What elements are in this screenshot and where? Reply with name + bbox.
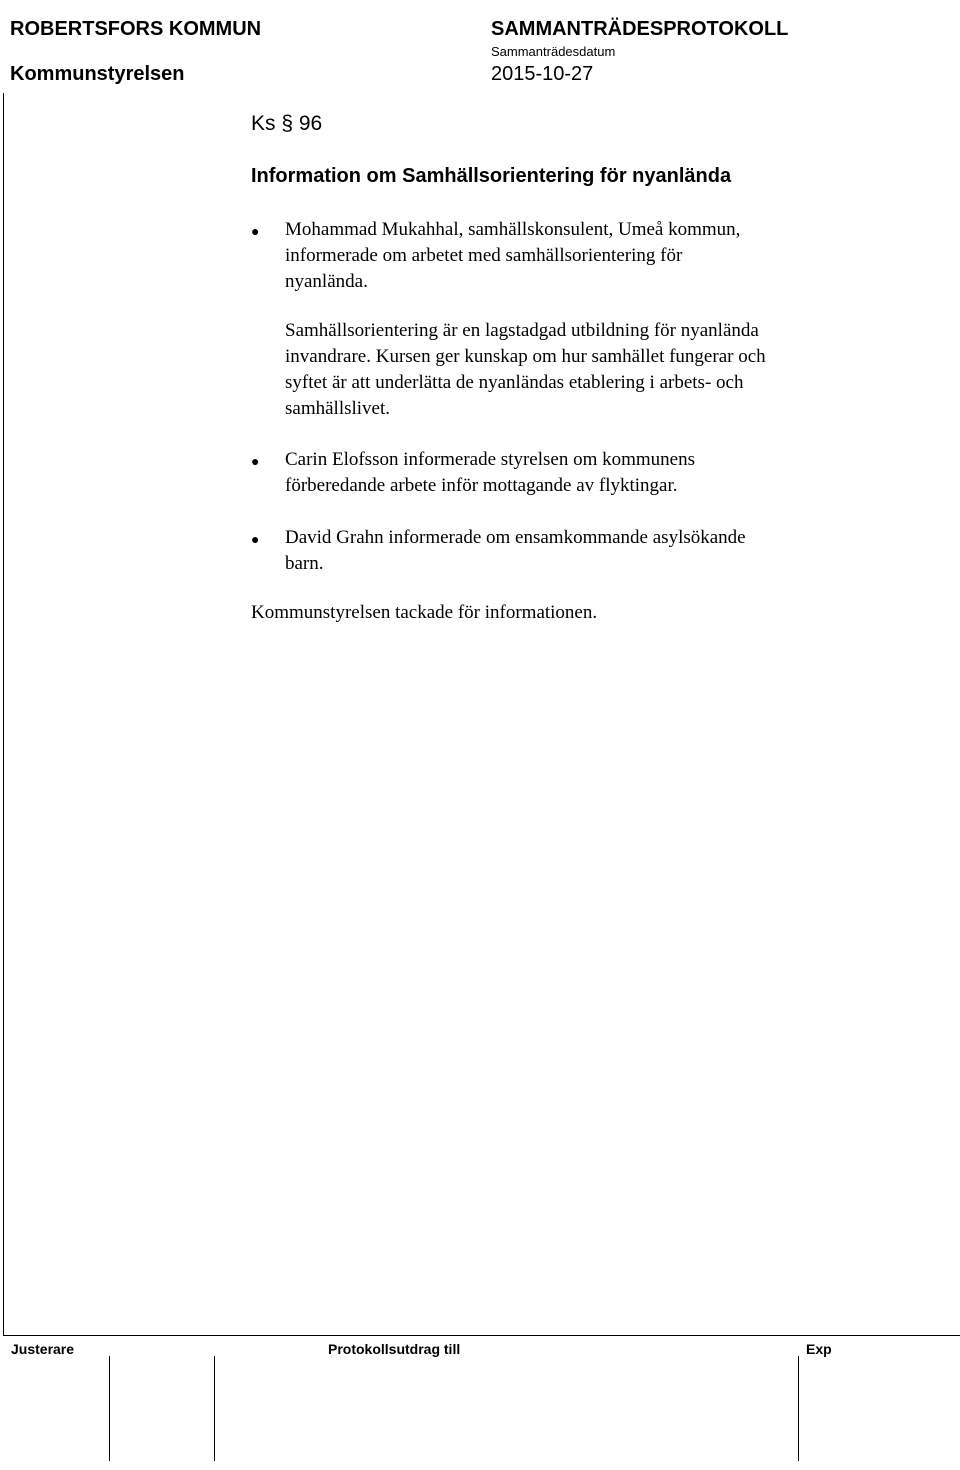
conclusion-text: Kommunstyrelsen tackade för informationen. — [251, 602, 598, 623]
bullet-icon: ● — [251, 533, 260, 548]
text-line: Carin Elofsson informerade styrelsen om kommunens — [285, 449, 696, 470]
text-line: samhällslivet. — [285, 398, 391, 419]
department-name: Kommunstyrelsen — [10, 63, 185, 85]
signature-divider — [214, 1356, 215, 1461]
text-line: David Grahn informerade om ensamkommande asylsökande — [285, 527, 746, 548]
exp-label: Exp — [806, 1341, 832, 1357]
left-margin-rule — [3, 93, 4, 1335]
signature-divider — [798, 1356, 799, 1461]
text-line: barn. — [285, 553, 324, 574]
bullet-icon: ● — [251, 455, 260, 470]
justerare-label: Justerare — [11, 1341, 75, 1357]
bullet-item-3 — [285, 525, 855, 577]
text-line: nyanlända. — [285, 271, 368, 292]
organization-name: ROBERTSFORS KOMMUN — [10, 18, 262, 40]
footer-rule — [3, 1335, 960, 1336]
text-line: Mohammad Mukahhal, samhällskonsulent, Umeå kommun, — [285, 219, 741, 240]
meeting-date: 2015-10-27 — [491, 63, 594, 85]
text-line: invandrare. Kursen ger kunskap om hur samhället fungerar och — [285, 346, 766, 367]
text-line: förberedande arbete inför mottagande av flyktingar. — [285, 475, 678, 496]
protokollsutdrag-label: Protokollsutdrag till — [328, 1341, 461, 1357]
document-type: SAMMANTRÄDESPROTOKOLL — [491, 18, 789, 40]
text-line: syftet är att underlätta de nyanländas etablering i arbets- och — [285, 372, 744, 393]
section-title: Information om Samhällsorientering för nyanlända — [251, 165, 732, 187]
bullet-item-1 — [285, 217, 855, 295]
meeting-date-label: Sammanträdesdatum — [491, 44, 616, 59]
text-line: Samhällsorientering är en lagstadgad utbildning för nyanlända — [285, 320, 759, 341]
text-line: informerade om arbetet med samhällsorientering för — [285, 245, 683, 266]
signature-divider — [109, 1356, 110, 1461]
indented-paragraph — [285, 318, 855, 422]
paragraph-number: Ks § 96 — [251, 112, 323, 135]
signature-footer — [3, 1335, 960, 1465]
bullet-icon: ● — [251, 225, 260, 240]
bullet-item-2 — [285, 447, 855, 499]
